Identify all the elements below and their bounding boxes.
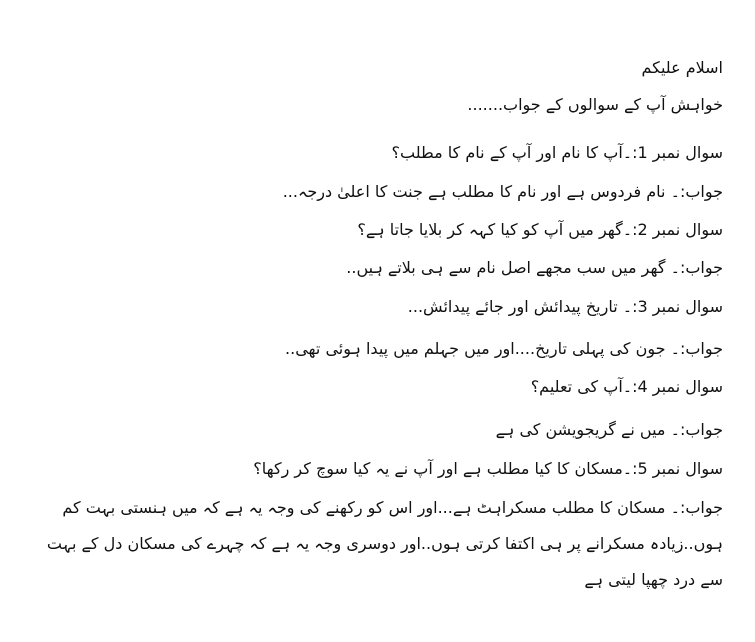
greeting-line: اسلام علیکم xyxy=(641,58,723,77)
question-1: سوال نمبر 1:۔آپ کا نام اور آپ کے نام کا مطلب؟ xyxy=(391,143,723,162)
question-4: سوال نمبر 4:۔آپ کی تعلیم؟ xyxy=(530,377,723,396)
answer-4: جواب:۔ میں نے گریجویشن کی ہے xyxy=(495,420,723,439)
question-3: سوال نمبر 3:۔ تاریخ پیدائش اور جائے پیدائش... xyxy=(407,297,723,316)
intro-line: خواہش آپ کے سوالوں کے جواب....... xyxy=(467,95,723,114)
answer-1: جواب:۔ نام فردوس ہے اور نام کا مطلب ہے جنت کا اعلیٰ درجہ... xyxy=(282,182,723,201)
answer-2: جواب:۔ گھر میں سب مجھے اصل نام سے ہی بلاتے ہیں.. xyxy=(346,258,723,277)
answer-3: جواب:۔ جون کی پہلی تاریخ....اور میں جہلم میں پیدا ہوئی تھی.. xyxy=(285,339,723,358)
question-2: سوال نمبر 2:۔گھر میں آپ کو کیا کہہ کر بلایا جاتا ہے؟ xyxy=(357,220,723,239)
question-5: سوال نمبر 5:۔مسکان کا کیا مطلب ہے اور آپ نے یہ کیا سوچ کر رکھا؟ xyxy=(253,459,723,478)
answer-5: جواب:۔ مسکان کا مطلب مسکراہٹ ہے...اور اس کو رکھنے کی وجہ یہ ہے کہ میں ہنستی بہت کم ہوں..زیادہ مسکرانے پر ہی اکتفا کرتی ہوں..اور دوسری وجہ یہ ہے کہ چہرے کی مسکان دل کے بہت سے درد چھپا لیتی ہے xyxy=(46,498,723,589)
